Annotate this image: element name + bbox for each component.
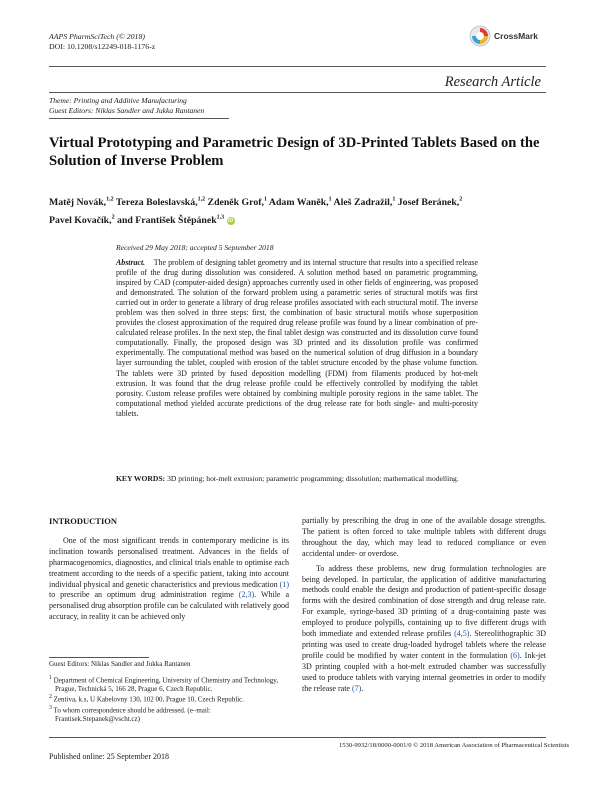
author[interactable]: and František Štěpánek$^{1,3}$ [117,214,225,226]
author[interactable]: Josef Beránek,$^2$ [397,197,463,209]
keywords [116,474,478,484]
citation-link[interactable]: (6) [510,650,520,660]
orcid-icon[interactable]: iD [227,217,234,224]
footnotes [49,660,289,724]
received-dates: Received 29 May 2018; accepted 5 September 2018 [116,243,274,252]
abstract-label: Abstract. [116,258,146,267]
author[interactable]: Tereza Boleslavská,$^{1,2}$ [115,197,206,209]
crossmark-label: CrossMark [494,31,538,41]
article-title: Virtual Prototyping and Parametric Design of 3D-Printed Tablets Based on the Solution of Inverse Problem [49,135,540,169]
header-rule-2 [49,92,546,93]
published-date: Published online: 25 September 2018 [49,752,169,761]
journal-info [49,32,155,51]
doi[interactable]: DOI: 10.1208/s12249-018-1176-z [49,41,156,51]
right-column [302,516,546,695]
section-heading: INTRODUCTION [49,516,118,526]
journal-name: AAPS PharmSciTech (© 2018) [49,32,145,41]
citation-link[interactable]: (7) [351,683,362,693]
footnote-3: $^3$ To whom correspondence should be addressed. (e–mail: Frantisek.Stepanek@vscht.cz) [49,705,211,723]
body-paragraph: partially by prescribing the drug in one of the available dosage strengths. The patient is often forced to take multiple tablets with different drugs throughout the day, which may lead to reduced compliance or even accidental under- or overdose. [302,516,546,558]
citation-link[interactable]: (2,3) [238,590,255,600]
footnote-editors: Guest Editors: Niklas Sandler and Jukka Rantanen [49,660,191,668]
theme-rule [49,118,229,119]
citation-link[interactable]: (1) [279,579,289,589]
article-type: Research Article [444,74,541,90]
author[interactable]: Adam Waněk,$^1$ [268,197,332,209]
crossmark-badge[interactable] [469,24,549,48]
footnote-1: $^1$ Department of Chemical Engineering, University of Chemistry and Technology, Prague, Technická 5, 166 28, Prague 6, Czech Republic. [49,674,279,693]
guest-editors-line: Guest Editors: Niklas Sandler and Jukka Rantanen [49,105,205,115]
left-column [49,516,289,623]
author-list [49,193,559,228]
intro-paragraph: One of the most significant trends in contemporary medicine is its inclination towards personalised treatment. Advances in the fields of pharmacogenomics, diagnostics, and clinical trials enable to optimise each treatment according to the needs of a specific patient, taking into account individual physical and genetic characteristics and previous medication (1) to prescribe an optimum drug administration regime (2,3). While a personalised drug absorption profile can be calculated with relatively good accuracy, in reality it can be achieved only [49,535,289,622]
copyright: 1530-9932/18/0000-0001/0 © 2018 American Association of Pharmaceutical Scientists [339,742,570,749]
author[interactable]: Matěj Novák,$^{1,2}$ [49,197,114,209]
author[interactable]: Zdeněk Grof,$^1$ [207,197,267,209]
body-paragraph: To address these problems, new drug formulation technologies are being developed. In particular, the application of additive manufacturing methods could enable the design and production of patient-specific dosage forms with the desired combination of dose strength and drug release rate. For example, syringe-based 3D printing of a drug-containing paste was employed to produce polypills, containing up to five different drugs with both immediate and extended release profiles (4,5). Stereolithographic 3D printing was used to create drug-loaded hydrogel tablets where the release profile could be modified by water content in the formulation (6). Ink-jet 3D printing coupled with a hot-melt extruded chamber was successfully used to produce tablets with varying internal geometries in order to modify the release rate (7). [302,563,547,693]
abstract-text: The problem of designing tablet geometry and its internal structure that results into a specified release profile of the drug during dissolution was considered. A solution method based on parametric programming, inspired by CAD (computer-aided design) approaches currently used in other fields of engineering, was proposed and demonstrated. The solution of the forward problem using a parametric series of structural motifs was first carried out in order to generate a library of drug release profiles associated with each structural motif. The inverse problem was then solved in three steps: first, the combination of basic structural motifs whose superposition provides the closest approximation of the required drug release profile was found by a linear combination of pre-calculated release profiles. In the next step, the final tablet design was constructed and its dissolution curve found computationally. Finally, the proposed design was 3D printed and its dissolution profile was confirmed experimentally. The computational method was based on the numerical solution of drug diffusion in a boundary layer surrounding the tablet, coupled with erosion of the tablet structure encoded by the phase volume function. The tablets were 3D printed by fused deposition modelling (FDM) from filaments produced by hot-melt extrusion. It was found that the drug release profile could be effectively controlled by modifying the tablet porosity. Custom release profiles were obtained by combining multiple porosity regions in the same tablet. The computational method yielded accurate predictions of the drug release rate for both single- and multi-porosity tablets. [116,258,478,418]
author[interactable]: Pavel Kovačík,$^2$ [49,214,115,226]
footer-rule [49,737,546,738]
abstract [116,258,478,419]
keywords-label: KEY WORDS: [116,474,166,483]
crossmark-icon [469,25,491,47]
keywords-text: 3D printing; hot-melt extrusion; parametric programming; dissolution; mathematical modelling. [167,474,459,483]
footnote-rule [49,657,149,658]
citation-link[interactable]: (4,5) [454,629,470,639]
theme-block [49,96,204,116]
header-rule [49,66,546,67]
author[interactable]: Aleš Zadražil,$^1$ [333,197,396,209]
theme-line: Theme: Printing and Additive Manufacturing [49,96,187,105]
footnote-2: $^2$ Zentiva, k.s, U Kabelovny 130, 102 00, Prague 10, Czech Republic. [49,694,244,704]
